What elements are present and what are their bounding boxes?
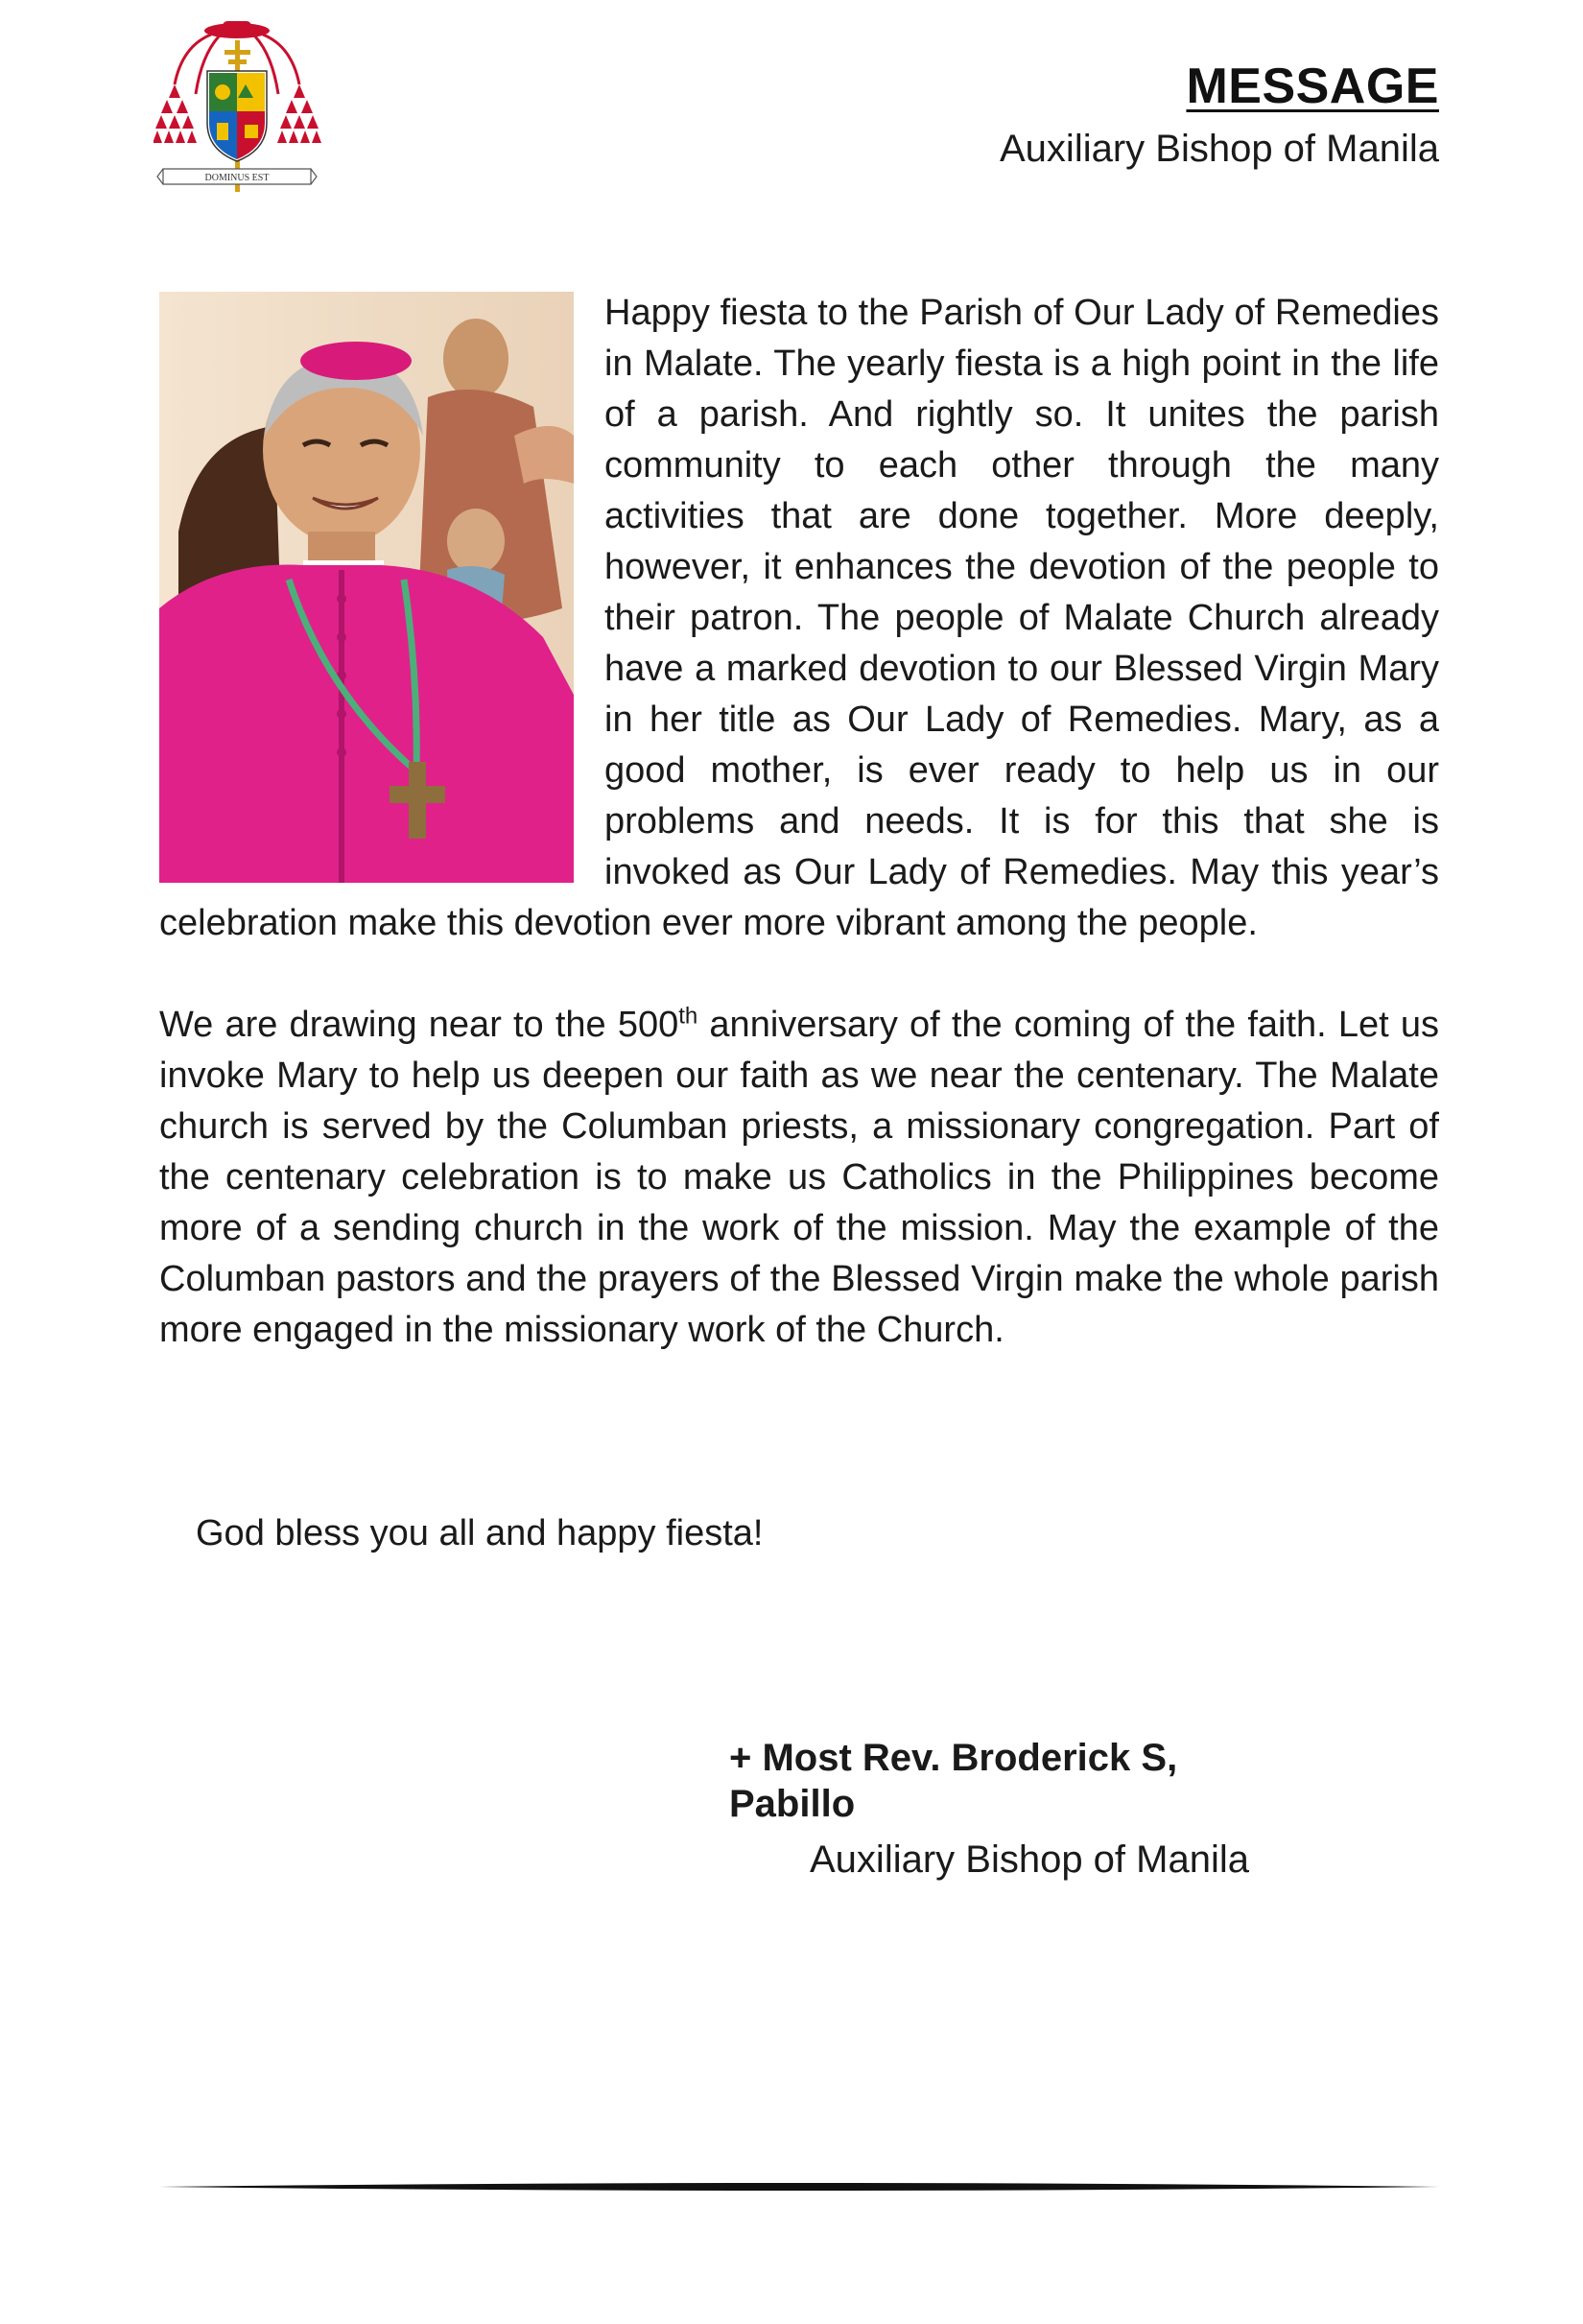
paragraph-2 [159,1000,1439,1356]
footer-divider [159,2180,1439,2192]
header [1000,59,1439,171]
signature-block [729,1735,1305,1882]
page-title: MESSAGE [1186,59,1439,114]
motto-text: DOMINUS EST [204,173,270,183]
paragraph-2-rest: anniversary of the coming of the faith. Let us invoke Mary to help us deepen our faith as we near the centenary. The Malate church is served by the Columban priests, a missionary congregation. Part of the centenary celebration is to make us Catholics in the Philippines become more of a sending church in the work of the mission. May the example of the Columban pastors and the prayers of the Blessed Virgin make the whole parish more engaged in the missionary work of the Church. [159,1005,1439,1350]
coat-of-arms-logo [154,17,321,195]
bishop-portrait-photo [159,292,574,883]
signatory-name: + Most Rev. Broderick S, Pabillo [729,1737,1178,1825]
ordinal-suffix: th [678,1003,698,1030]
message-body [159,288,1439,1356]
page-subtitle: Auxiliary Bishop of Manila [1000,128,1439,171]
paragraph-2-start: We are drawing near to the 500 [159,1005,679,1045]
paragraph-1: Happy fiesta to the Parish of Our Lady of Remedies in Malate. The yearly fiesta is a high point in the life of a parish. And rightly so. It unites the parish community to each other through the many activities that are done together. More deeply, however, it enhances the devotion of the people to their patron. The people of Malate Church already have a marked devotion to our Blessed Virgin Mary in her title as Our Lady of Remedies. Mary, as a good mother, is ever ready to help us in our problems and needs. It is for this that she is invoked as Our Lady of Remedies. May this year’s celebration make this devotion ever more vibrant among the people. [159,293,1439,943]
closing-line: God bless you all and happy fiesta! [196,1513,764,1553]
signatory-role: Auxiliary Bishop of Manila [810,1838,1249,1881]
